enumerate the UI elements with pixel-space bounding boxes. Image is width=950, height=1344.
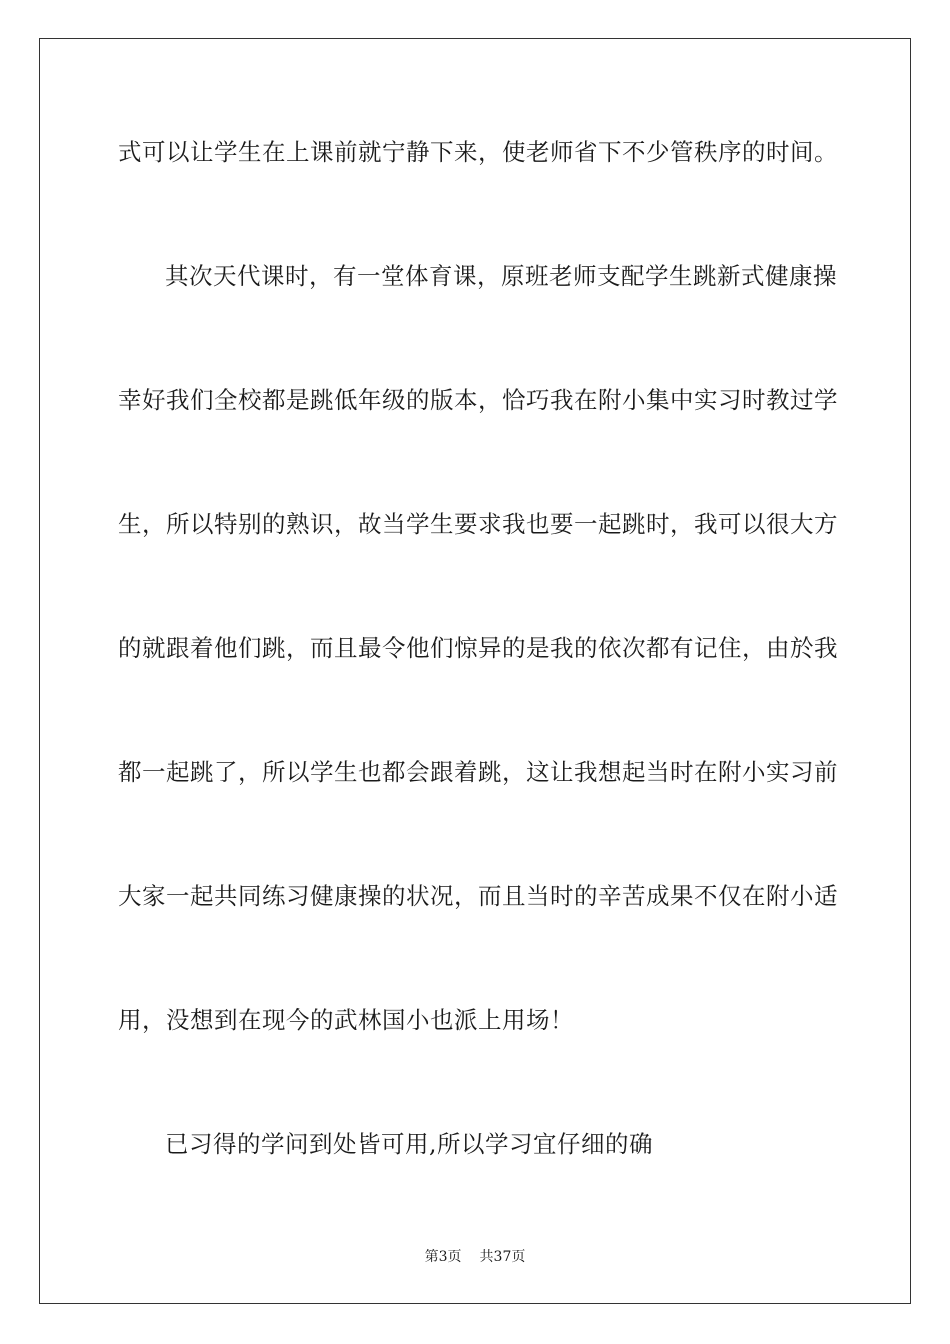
body-line-3: 幸好我们全校都是跳低年级的版本，恰巧我在附小集中实习时教过学: [118, 386, 838, 414]
body-line-4: 生，所以特别的熟识，故当学生要求我也要一起跳时，我可以很大方: [118, 510, 838, 538]
page-footer: [0, 1248, 950, 1266]
page-number: 第3页: [424, 1249, 462, 1265]
body-line-7: 大家一起共同练习健康操的状况，而且当时的辛苦成果不仅在附小适: [118, 882, 838, 910]
page-total: 共37页: [479, 1249, 526, 1265]
body-line-6: 都一起跳了，所以学生也都会跟着跳，这让我想起当时在附小实习前: [118, 758, 838, 786]
page-border: [39, 38, 911, 1304]
body-line-9: 已习得的学问到处皆可用,所以学习宜仔细的确: [165, 1130, 653, 1158]
body-line-8: 用，没想到在现今的武林国小也派上用场！: [118, 1006, 574, 1034]
body-line-2: 其次天代课时，有一堂体育课，原班老师支配学生跳新式健康操: [165, 262, 837, 290]
body-line-5: 的就跟着他们跳，而且最令他们惊异的是我的依次都有记住，由於我: [118, 634, 838, 662]
body-line-1: 式可以让学生在上课前就宁静下来，使老师省下不少管秩序的时间。: [118, 138, 838, 166]
